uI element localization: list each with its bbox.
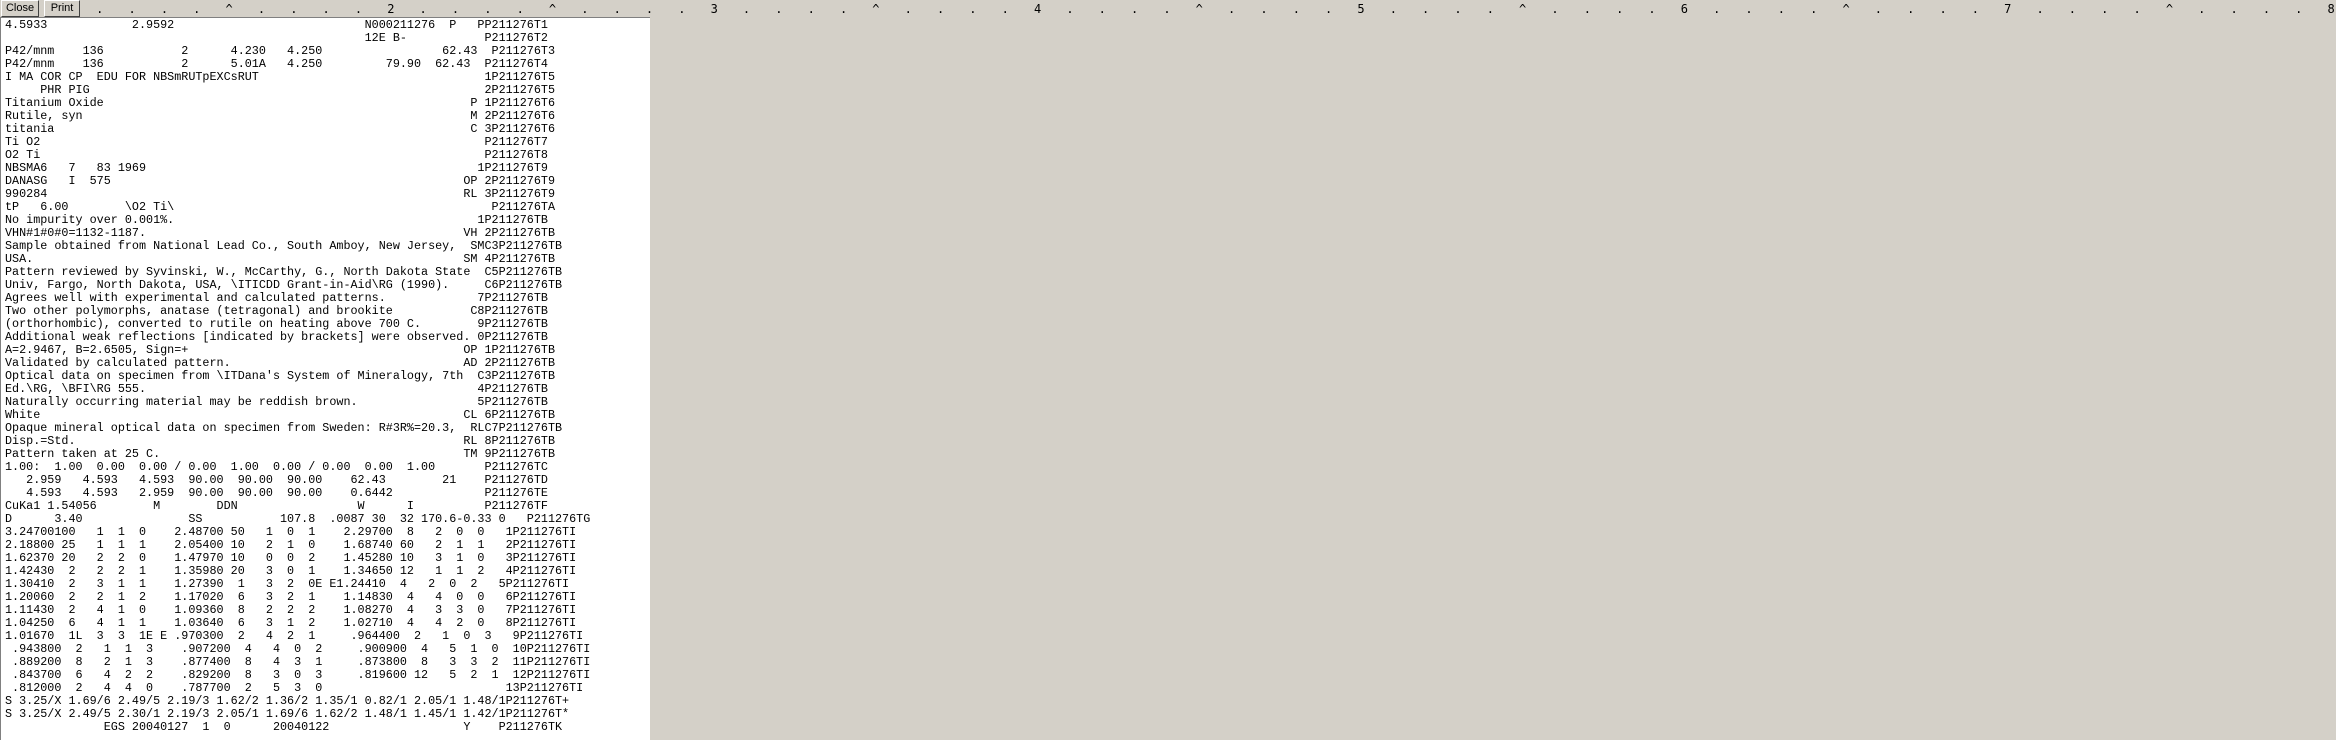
- record-line: D 3.40 SS 107.8 .0087 30 32 170.6-0.33 0 P211276TG: [5, 512, 591, 526]
- record-line: Sample obtained from National Lead Co., South Amboy, New Jersey, SMC3P211276TB: [5, 239, 563, 253]
- record-line: Disp.=Std. RL 8P211276TB: [5, 434, 555, 448]
- record-text: [5, 19, 590, 734]
- record-line: O2 Ti P211276T8: [5, 148, 548, 162]
- close-button[interactable]: Close: [1, 0, 39, 17]
- record-line: Ed.\RG, \BFI\RG 555. 4P211276TB: [5, 382, 548, 396]
- record-line: Titanium Oxide P 1P211276T6: [5, 96, 555, 110]
- record-line: Agrees well with experimental and calculated patterns. 7P211276TB: [5, 291, 548, 305]
- record-line: 990284 RL 3P211276T9: [5, 187, 555, 201]
- record-line: titania C 3P211276T6: [5, 122, 555, 136]
- record-line: 4.5933 2.9592 N000211276 P PP211276T1: [5, 18, 548, 32]
- record-line: Rutile, syn M 2P211276T6: [5, 109, 555, 123]
- record-line: Ti O2 P211276T7: [5, 135, 548, 149]
- record-line: Two other polymorphs, anatase (tetragonal) and brookite C8P211276TB: [5, 304, 548, 318]
- record-line: Validated by calculated pattern. AD 2P211276TB: [5, 356, 555, 370]
- record-line: Pattern reviewed by Syvinski, W., McCarthy, G., North Dakota State C5P211276TB: [5, 265, 563, 279]
- record-line: 1.62370 20 2 2 0 1.47970 10 0 0 2 1.45280 10 3 1 0 3P211276TI: [5, 551, 577, 565]
- record-line: I MA COR CP EDU FOR NBSmRUTpEXCsRUT 1P211276T5: [5, 70, 555, 84]
- record-line: Naturally occurring material may be reddish brown. 5P211276TB: [5, 395, 548, 409]
- record-line: 1.30410 2 3 1 1 1.27390 1 3 2 0E E1.24410 4 2 0 2 5P211276TI: [5, 577, 570, 591]
- record-line: CuKa1 1.54056 M DDN W I P211276TF: [5, 499, 548, 513]
- record-line: 1.11430 2 4 1 0 1.09360 8 2 2 2 1.08270 4 3 3 0 7P211276TI: [5, 603, 577, 617]
- record-line: (orthorhombic), converted to rutile on heating above 700 C. 9P211276TB: [5, 317, 548, 331]
- record-line: S 3.25/X 1.69/6 2.49/5 2.19/3 1.62/2 1.36/2 1.35/1 0.82/1 2.05/1 1.48/1P211276T+: [5, 694, 570, 708]
- record-line: 3.24700100 1 1 0 2.48700 50 1 0 1 2.29700 8 2 0 0 1P211276TI: [5, 525, 577, 539]
- record-line: NBSMA6 7 83 1969 1P211276T9: [5, 161, 548, 175]
- record-line: P42/mnm 136 2 5.01A 4.250 79.90 62.43 P211276T4: [5, 57, 548, 71]
- record-line: S 3.25/X 2.49/5 2.30/1 2.19/3 2.05/1 1.69/6 1.62/2 1.48/1 1.45/1 1.42/1P211276T*: [5, 707, 570, 721]
- record-line: A=2.9467, B=2.6505, Sign=+ OP 1P211276TB: [5, 343, 555, 357]
- record-line: DANASG I 575 OP 2P211276T9: [5, 174, 555, 188]
- record-viewer[interactable]: [0, 18, 650, 740]
- record-line: P42/mnm 136 2 4.230 4.250 62.43 P211276T3: [5, 44, 555, 58]
- print-button[interactable]: Print: [44, 0, 80, 17]
- record-line: 1.04250 6 4 1 1 1.03640 6 3 1 2 1.02710 4 4 2 0 8P211276TI: [5, 616, 577, 630]
- column-ruler: [80, 1, 2336, 17]
- record-line: .843700 6 4 2 2 .829200 8 3 0 3 .819600 12 5 2 1 12P211276TI: [5, 668, 591, 682]
- record-line: PHR PIG 2P211276T5: [5, 83, 555, 97]
- record-line: EGS 20040127 1 0 20040122 Y P211276TK: [5, 720, 563, 734]
- record-line: 2.18800 25 1 1 1 2.05400 10 2 1 0 1.68740 60 2 1 1 2P211276TI: [5, 538, 577, 552]
- record-line: .943800 2 1 1 3 .907200 4 4 0 2 .900900 4 5 1 0 10P211276TI: [5, 642, 591, 656]
- record-line: 1.20060 2 2 1 2 1.17020 6 3 2 1 1.14830 4 4 0 0 6P211276TI: [5, 590, 577, 604]
- record-line: .812000 2 4 4 0 .787700 2 5 3 0 13P211276TI: [5, 681, 584, 695]
- record-line: tP 6.00 \O2 Ti\ P211276TA: [5, 200, 555, 214]
- record-line: Additional weak reflections [indicated by brackets] were observed. 0P211276TB: [5, 330, 548, 344]
- record-line: Pattern taken at 25 C. TM 9P211276TB: [5, 447, 555, 461]
- record-line: Opaque mineral optical data on specimen from Sweden: R#3R%=20.3, RLC7P211276TB: [5, 421, 563, 435]
- ruler-text: . . . . ^ . . . . 2 . . . . ^ . . . . 3 . . . . ^ . . . . 4 . . . . ^ . . . . 5 . . . . ^ . . . . 6 . . . . ^ . . . . 7 . . . . ^ . . . . 8: [80, 2, 2336, 16]
- record-line: .889200 8 2 1 3 .877400 8 4 3 1 .873800 8 3 3 2 11P211276TI: [5, 655, 591, 669]
- record-line: 12E B- P211276T2: [5, 31, 548, 45]
- toolbar: [0, 0, 2336, 18]
- record-line: 1.01670 1L 3 3 1E E .970300 2 4 2 1 .964400 2 1 0 3 9P211276TI: [5, 629, 584, 643]
- record-line: 1.00: 1.00 0.00 0.00 / 0.00 1.00 0.00 / 0.00 0.00 1.00 P211276TC: [5, 460, 548, 474]
- record-line: USA. SM 4P211276TB: [5, 252, 555, 266]
- record-line: 1.42430 2 2 2 1 1.35980 20 3 0 1 1.34650 12 1 1 2 4P211276TI: [5, 564, 577, 578]
- record-line: White CL 6P211276TB: [5, 408, 555, 422]
- record-line: Univ, Fargo, North Dakota, USA, \ITICDD Grant-in-Aid\RG (1990). C6P211276TB: [5, 278, 563, 292]
- record-line: 2.959 4.593 4.593 90.00 90.00 90.00 62.43 21 P211276TD: [5, 473, 548, 487]
- record-line: VHN#1#0#0=1132-1187. VH 2P211276TB: [5, 226, 555, 240]
- record-line: No impurity over 0.001%. 1P211276TB: [5, 213, 548, 227]
- record-line: Optical data on specimen from \ITDana's System of Mineralogy, 7th C3P211276TB: [5, 369, 555, 383]
- record-line: 4.593 4.593 2.959 90.00 90.00 90.00 0.6442 P211276TE: [5, 486, 548, 500]
